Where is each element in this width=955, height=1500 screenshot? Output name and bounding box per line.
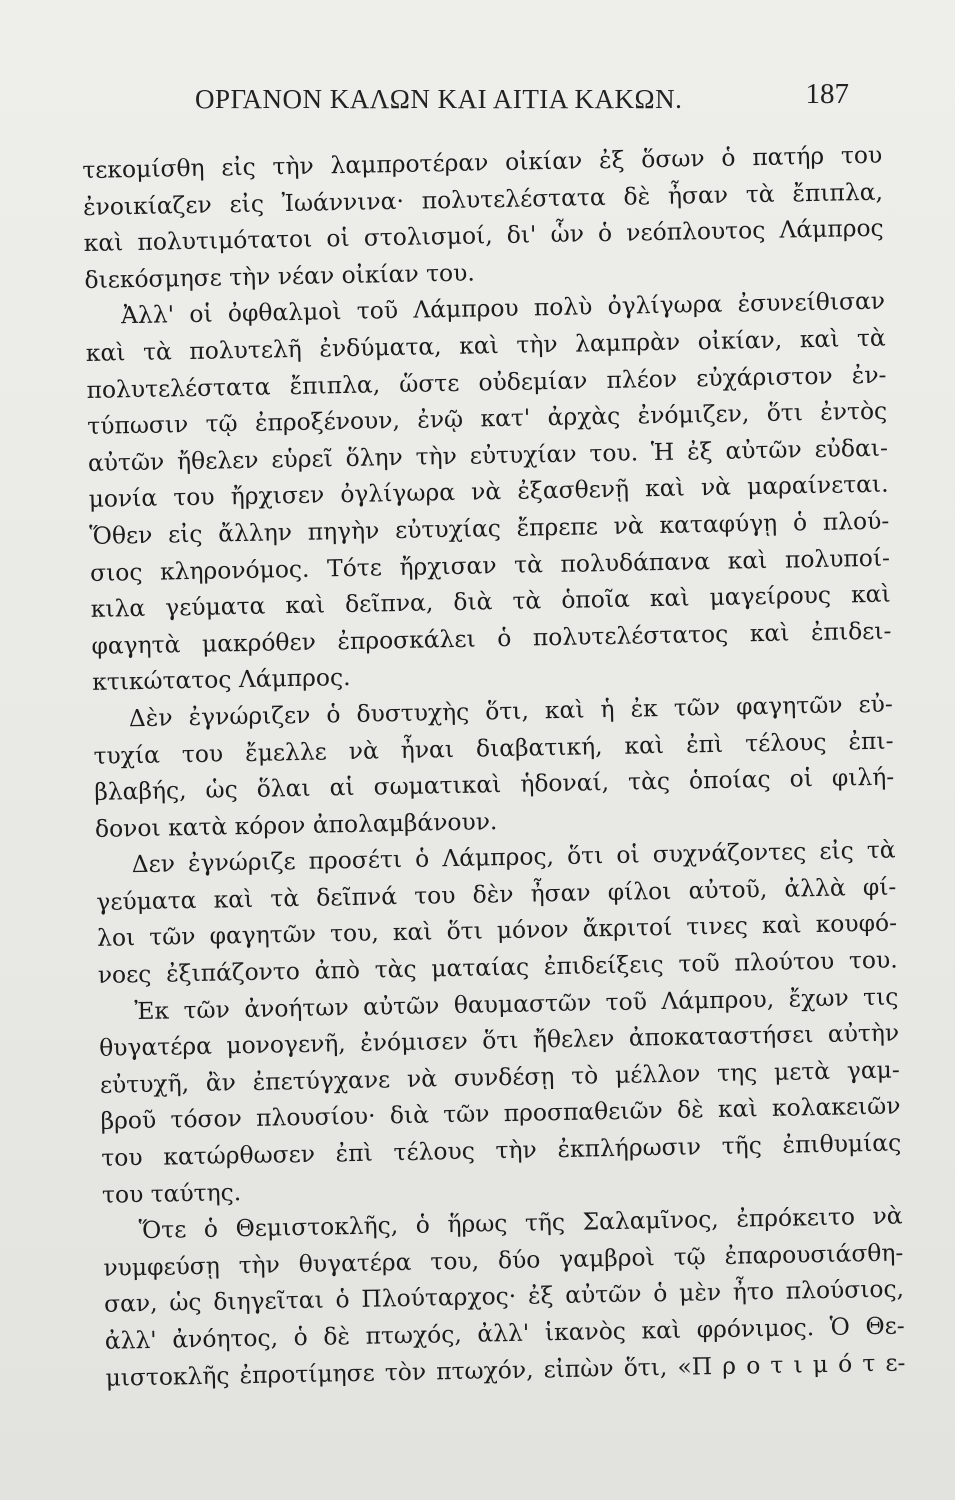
- text-line: τυχία του ἔμελλε νὰ ἦναι διαβατική, καὶ ἐπὶ τέλους ἐπι-: [93, 726, 894, 770]
- text-line: τύπωσιν τῷ ἐπροξένουν, ἐνῷ κατ' ἀρχὰς ἐνόμιζεν, ὅτι ἐντὸς: [86, 396, 888, 441]
- text-line: πολυτελέστατα ἔπιπλα, ὥστε οὐδεμίαν πλέον εὐχάριστον ἐν-: [86, 360, 887, 404]
- text-line: σιος κληρονόμος. Τότε ἤρχισαν τὰ πολυδάπανα καὶ πολυποί-: [89, 543, 891, 587]
- text-line: κιλα γεύματα καὶ δεῖπνα, διὰ τὰ ὁποῖα καὶ μαγείρους καὶ: [90, 579, 891, 624]
- text-line: διεκόσμησε τὴν νέαν οἰκίαν του.: [84, 258, 475, 294]
- text-line: κτικώτατος Λάμπρος.: [91, 663, 351, 697]
- text-line: Ἐκ τῶν ἀνοήτων αὐτῶν θαυμαστῶν τοῦ Λάμπρου, ἔχων τις: [134, 982, 899, 1025]
- text-line: Ἀλλ' οἱ ὀφθαλμοὶ τοῦ Λάμπρου πολὺ ὀγλίγωρα ἐσυνείθισαν: [120, 286, 886, 330]
- text-line: καὶ πολυτιμότατοι οἱ στολισμοί, δι' ὧν ὁ νεόπλουτος Λάμπρος: [83, 213, 884, 258]
- text-line: νοες ἐξιπάζοντο ἀπὸ τὰς ματαίας ἐπιδείξεις τοῦ πλούτου του.: [97, 945, 898, 989]
- text-line: δονοι κατὰ κόρον ἀπολαμβάνουν.: [94, 806, 498, 843]
- text-line: ἀλλ' ἀνόητος, ὁ δὲ πτωχός, ἀλλ' ἱκανὸς καὶ φρόνιμος. Ὁ Θε-: [104, 1311, 905, 1355]
- text-line: γεύματα καὶ τὰ δεῖπνά του δὲν ἦσαν φίλοι αὐτοῦ, ἀλλὰ φί-: [96, 872, 897, 916]
- text-line: θυγατέρα μονογενῆ, ἐνόμισεν ὅτι ἤθελεν ἀποκαταστήσει αὐτὴν: [98, 1018, 900, 1063]
- text-line: νυμφεύσῃ τὴν θυγατέρα του, δύο γαμβροὶ τῷ ἐπαρουσιάσθη-: [103, 1238, 904, 1282]
- page-header: [195, 78, 855, 124]
- text-line: βροῦ τόσον πλουσίου· διὰ τῶν προσπαθειῶν δὲ καὶ κολακειῶν: [100, 1091, 901, 1136]
- running-title: ΟΡΓΑΝΟΝ ΚΑΛΩΝ ΚΑΙ ΑΙΤΙΑ ΚΑΚΩΝ.: [195, 84, 683, 114]
- text-line: Ὅτε ὁ Θεμιστοκλῆς, ὁ ἥρως τῆς Σαλαμῖνος, ἐπρόκειτο νὰ: [138, 1201, 903, 1245]
- text-line: λοι τῶν φαγητῶν του, καὶ ὅτι μόνον ἄκριτοί τινες καὶ κουφό-: [96, 908, 898, 953]
- body-text: [82, 137, 906, 1396]
- text-line: αὐτῶν ἤθελεν εὑρεῖ ὅλην τὴν εὐτυχίαν του. Ἡ ἐξ αὐτῶν εὐδαι-: [87, 433, 889, 477]
- text-line: του ταύτης.: [101, 1177, 242, 1209]
- text-line: σαν, ὡς διηγεῖται ὁ Πλούταρχος· ἐξ αὐτῶν ὁ μὲν ἦτο πλούσιος,: [103, 1274, 905, 1319]
- text-line: Δεν ἐγνώριζε προσέτι ὁ Λάμπρος, ὅτι οἱ συχνάζοντες εἰς τὰ: [131, 835, 896, 879]
- text-line: φαγητὰ μακρόθεν ἐπροσκάλει ὁ πολυτελέστατος καὶ ἐπιδει-: [91, 616, 892, 660]
- text-line: μονία του ἤρχισεν ὀγλίγωρα νὰ ἐξασθενῇ καὶ νὰ μαραίνεται.: [88, 469, 889, 514]
- text-line: τεκομίσθη εἰς τὴν λαμπροτέραν οἰκίαν ἐξ ὅσων ὁ πατήρ του: [82, 140, 883, 184]
- page-number: 187: [805, 78, 849, 110]
- text-line: καὶ τὰ πολυτελῆ ἐνδύματα, καὶ τὴν λαμπρὰν οἰκίαν, καὶ τὰ: [85, 323, 886, 367]
- text-line: ἐνοικίαζεν εἰς Ἰωάννινα· πολυτελέστατα δὲ ἦσαν τὰ ἔπιπλα,: [82, 177, 884, 221]
- text-line: μιστοκλῆς ἐπροτίμησε τὸν πτωχόν, εἰπὼν ὅτι, «Π ρ ο τ ι μ ό τ ε-: [105, 1348, 906, 1392]
- text-line: Δὲν ἐγνώριζεν ὁ δυστυχὴς ὅτι, καὶ ἡ ἐκ τῶν φαγητῶν εὐ-: [128, 689, 894, 733]
- text-line: Ὅθεν εἰς ἄλλην πηγὴν εὐτυχίας ἔπρεπε νὰ καταφύγῃ ὁ πλού-: [89, 506, 890, 550]
- text-line: βλαβής, ὡς ὅλαι αἱ σωματικαὶ ἡδοναί, τὰς ὁποίας οἱ φιλή-: [94, 762, 895, 806]
- text-line: εὐτυχῆ, ἂν ἐπετύγχανε νὰ συνδέσῃ τὸ μέλλον της μετὰ γαμ-: [99, 1055, 901, 1099]
- text-line: του κατώρθωσεν ἐπὶ τέλους τὴν ἐκπλήρωσιν τῆς ἐπιθυμίας: [101, 1128, 902, 1172]
